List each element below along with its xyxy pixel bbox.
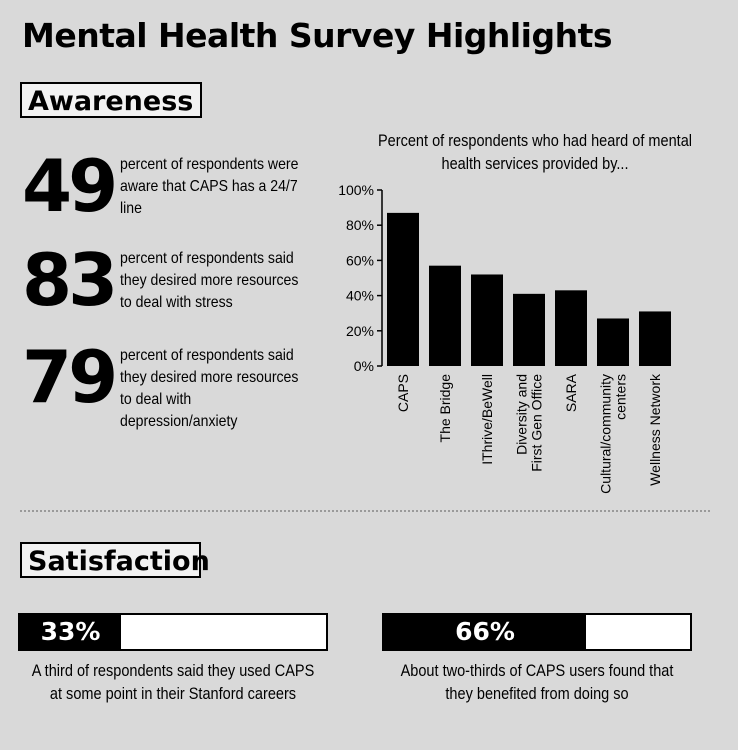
chart-bar — [555, 290, 587, 366]
x-tick-label: The Bridge — [437, 374, 453, 443]
progress-caption: About two-thirds of CAPS users found that they benefited from doing so — [400, 662, 674, 703]
x-tick-label: CAPS — [395, 374, 411, 413]
progress-caption: A third of respondents said they used CAPS at some point in their Stanford careers — [31, 662, 315, 703]
bar-chart — [330, 175, 710, 495]
chart-bar — [639, 311, 671, 366]
chart-title: Percent of respondents who had heard of mental health services provided by... — [378, 132, 692, 173]
x-tick-label: Cultural/communitycenters — [597, 374, 629, 494]
chart-bar — [429, 266, 461, 366]
stat-description: percent of respondents were aware that CAPS has a 24/7 line — [120, 156, 299, 217]
progress-bar — [382, 613, 692, 651]
page-title: Mental Health Survey Highlights — [22, 16, 613, 55]
y-tick-label: 40% — [345, 287, 374, 304]
stat-number: 49 — [22, 144, 115, 228]
section-divider — [20, 510, 710, 512]
awareness-heading: Awareness — [20, 82, 202, 118]
chart-bar — [387, 213, 419, 366]
chart-bar — [597, 318, 629, 366]
stat-description: percent of respondents said they desired more resources to deal with stress — [120, 250, 299, 311]
stat-block — [22, 335, 342, 430]
y-tick-label: 100% — [338, 182, 374, 198]
chart-bar — [471, 274, 503, 366]
x-tick-label: SARA — [563, 374, 579, 413]
satisfaction-heading: Satisfaction — [20, 542, 201, 578]
progress-bar-label: 66% — [455, 617, 515, 646]
y-tick-label: 80% — [345, 217, 374, 234]
progress-bar — [18, 613, 328, 651]
stat-block — [22, 144, 342, 228]
stat-number: 83 — [22, 238, 115, 322]
x-tick-label: IThrive/BeWell — [479, 374, 495, 465]
stat-number: 79 — [22, 335, 115, 419]
x-tick-label: Wellness Network — [647, 374, 663, 486]
progress-bar-label: 33% — [40, 617, 101, 646]
x-tick-label: Diversity andFirst Gen Office — [513, 374, 545, 472]
y-tick-label: 0% — [353, 358, 374, 374]
stat-description: percent of respondents said they desired more resources to deal with depression/anxiety — [120, 347, 299, 430]
chart-bar — [513, 294, 545, 366]
y-tick-label: 60% — [345, 252, 374, 269]
y-tick-label: 20% — [345, 322, 374, 339]
stat-block — [22, 238, 342, 322]
